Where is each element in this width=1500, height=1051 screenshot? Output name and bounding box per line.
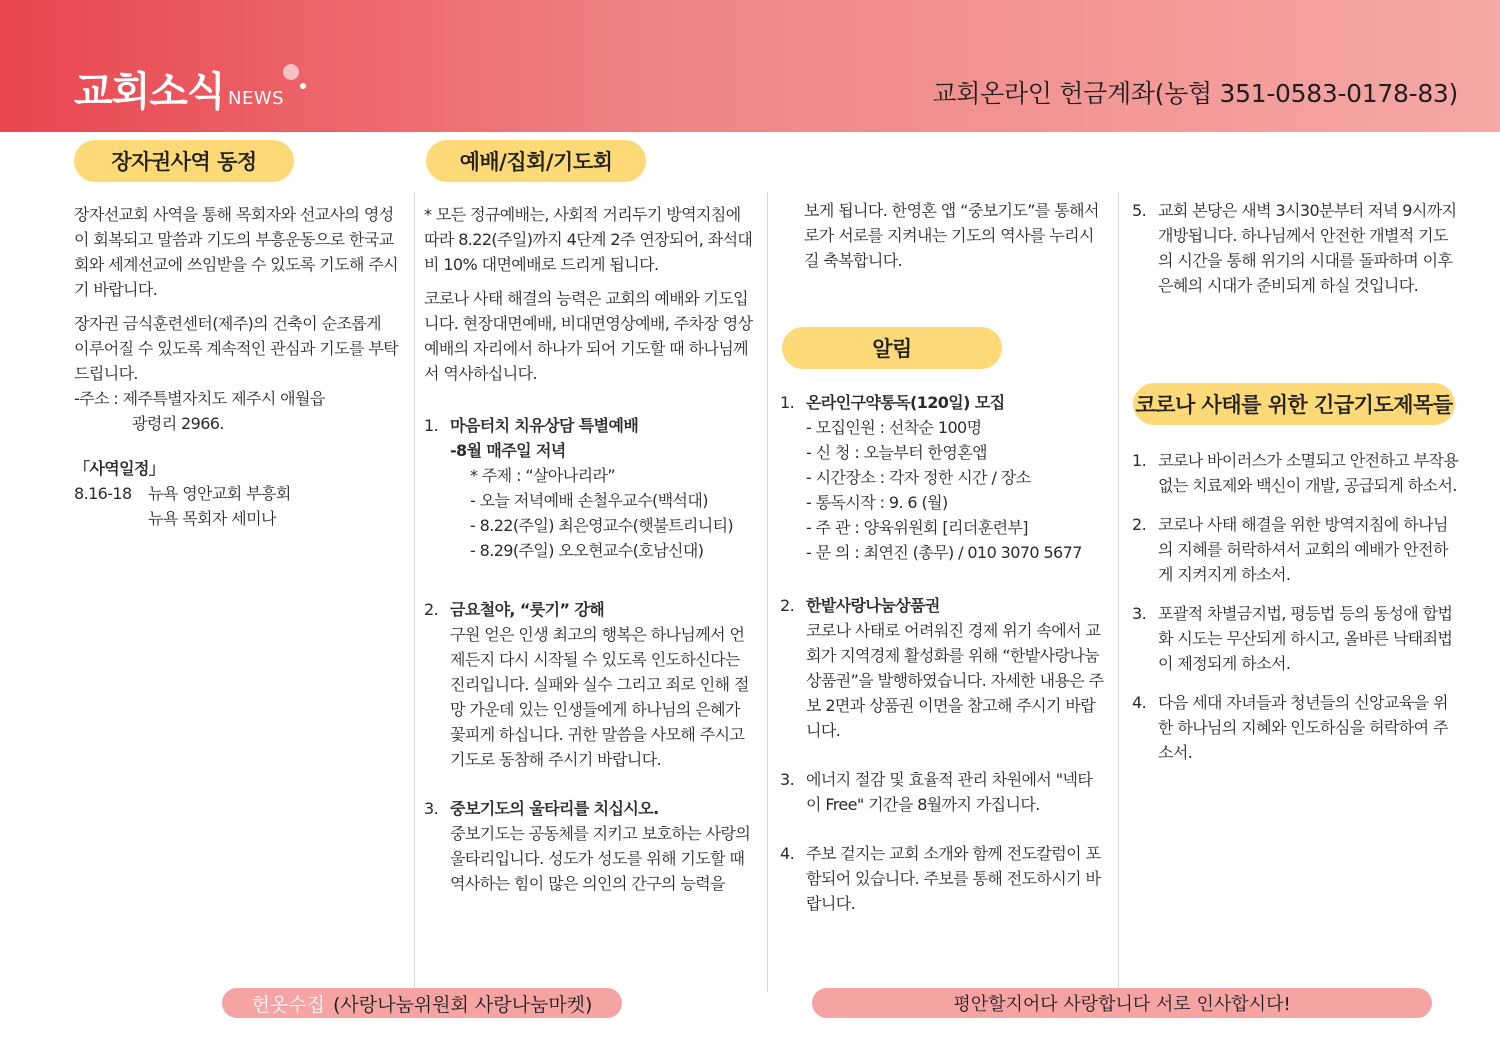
list-item [780, 390, 1106, 565]
item-title: 금요철야, “룻기” 강해 [450, 600, 605, 619]
item-body: 교회 본당은 새벽 3시30분부터 저녁 9시까지 개방됩니다. 하나님께서 안전한 개별적 기도의 시간을 통해 위기의 시대를 돌파하며 이후 은혜의 시대가 준비되게 하실 것입니다. [1158, 201, 1457, 295]
item-body: 중보기도는 공동체를 지키고 보호하는 사랑의 울타리입니다. 성도가 성도를 위해 기도할 때 역사하는 힘이 많은 의인의 간구의 능력을 [450, 824, 751, 893]
item-number: 2. [1132, 515, 1147, 534]
heading-worship: 예배/집회/기도회 [426, 140, 646, 182]
item-number: 4. [780, 844, 795, 863]
item-number: 3. [1132, 604, 1147, 623]
address-line: 광령리 2966. [132, 414, 224, 433]
item-body: 코로나 바이러스가 소멸되고 안전하고 부작용 없는 치료제와 백신이 개발, 공급되게 하소서. [1158, 451, 1459, 495]
paragraph: * 모든 정규예배는, 사회적 거리두기 방역지침에 따라 8.22(주일)까지 4단계 2주 연장되어, 좌석대비 10% 대면예배로 드리게 됩니다. [424, 205, 753, 274]
list-item [780, 593, 1106, 743]
column-divider [1118, 192, 1119, 992]
column-divider [414, 192, 415, 992]
list-item [1132, 448, 1460, 498]
item-line: - 8.29(주일) 오오현교수(호남신대) [470, 541, 704, 560]
list-item [424, 597, 754, 772]
item-title: 한밭사랑나눔상품권 [806, 596, 940, 615]
item-line: - 8.22(주일) 최은영교수(햇불트리니티) [470, 516, 734, 535]
footer-highlight: 헌옷수집 [251, 993, 325, 1016]
page-title: 교회소식 [74, 69, 225, 115]
decor-dot-small-icon [300, 83, 306, 89]
column-4-prayer [1132, 448, 1460, 765]
item-number: 1. [780, 393, 795, 412]
item-body: 구원 얻은 인생 최고의 행복은 하나님께서 언제든지 다시 시작될 수 있도록 인도하신다는 진리입니다. 실패와 실수 그리고 죄로 인해 절망 가운데 있는 인생들에게 하나님의 은혜가 꽃피게 하십니다. 귀한 말씀을 사모해 주시고 기도로 동참해 주시기 바랍니다. [450, 625, 749, 769]
item-number: 3. [780, 770, 795, 789]
column-divider [767, 192, 768, 992]
item-body: 포괄적 차별금지법, 평등법 등의 동성애 합법화 시도는 무산되게 하시고, 올바른 낙태죄법이 제정되게 하소서. [1158, 604, 1453, 673]
heading-jangjagwon: 장자권사역 동정 [74, 140, 294, 182]
paragraph: 장자권 금식훈련센터(제주)의 건축이 순조롭게 이루어질 수 있도록 계속적인 관심과 기도를 부탁드립니다. [74, 314, 399, 383]
column-3-notices [780, 390, 1106, 916]
item-title: 온라인구약통독(120일) 모집 [806, 393, 1005, 412]
list-item [1132, 198, 1460, 298]
item-line: - 신 청 : 오늘부터 한영혼앱 [806, 443, 987, 462]
schedule-row [74, 481, 400, 531]
list-item [1132, 601, 1460, 676]
heading-prayer: 코로나 사태를 위한 긴급기도제목들 [1133, 383, 1455, 425]
footer-greeting: 평안할지어다 사랑합니다 서로 인사합시다! [812, 988, 1432, 1018]
column-2 [424, 202, 754, 896]
item-line: - 문 의 : 최연진 (총무) / 010 3070 5677 [806, 543, 1082, 562]
item-title: 중보기도의 울타리를 치십시오. [450, 799, 659, 818]
footer-clothes-collection [222, 988, 622, 1018]
paragraph: 장자선교회 사역을 통해 목회자와 선교사의 영성이 회복되고 말씀과 기도의 부흥운동으로 한국교회와 세계선교에 쓰임받을 수 있도록 기도해 주시기 바랍니다. [74, 205, 399, 299]
offering-account: 교회온라인 헌금계좌(농협 351-0583-0178-83) [932, 79, 1458, 108]
address-line: -주소 : 제주특별자치도 제주시 애월읍 [74, 389, 325, 408]
column-1 [74, 202, 400, 531]
item-line: - 통독시작 : 9. 6 (월) [806, 493, 948, 512]
item-body: 에너지 절감 및 효율적 관리 차원에서 "넥타이 Free" 기간을 8월까지 가집니다. [806, 770, 1093, 814]
item-number: 1. [1132, 451, 1147, 470]
list-item [1132, 512, 1460, 587]
schedule-title: 「사역일정」 [74, 459, 165, 478]
list-item [780, 767, 1106, 817]
item-body: 코로나 사태 해결을 위한 방역지침에 하나님의 지혜를 허락하셔서 교회의 예배가 안전하게 지켜지게 하소서. [1158, 515, 1448, 584]
column-4 [1132, 198, 1460, 298]
item-number: 1. [424, 416, 439, 435]
list-item [424, 796, 754, 896]
list-item [780, 841, 1106, 916]
item-number: 3. [424, 799, 439, 818]
schedule-date: 8.16-18 [74, 484, 132, 503]
schedule-item: 뉴욕 영안교회 부흥회 [148, 484, 291, 503]
list-item [1132, 690, 1460, 765]
item-number: 5. [1132, 201, 1147, 220]
column-3 [780, 198, 1106, 273]
paragraph: 코로나 사태 해결의 능력은 교회의 예배와 기도입니다. 현장대면예배, 비대면영상예배, 주차장 영상예배의 자리에서 하나가 되어 기도할 때 하나님께서 역사하십니다. [424, 289, 753, 383]
schedule-item: 뉴욕 목회자 세미나 [148, 509, 276, 528]
item-body: 코로나 사태로 어려워진 경제 위기 속에서 교회가 지역경제 활성화를 위해 “한밭사랑나눔상품권”을 발행하였습니다. 자세한 내용은 주보 2면과 상품권 이면을 참고해 주시기 바랍니다. [806, 621, 1104, 740]
item-body: 주보 겉지는 교회 소개와 함께 전도칼럼이 포함되어 있습니다. 주보를 통해 전도하시기 바랍니다. [806, 844, 1101, 913]
footer-text: (사랑나눔위원회 사랑나눔마켓) [332, 993, 593, 1016]
list-item [424, 413, 754, 563]
item-number: 2. [780, 596, 795, 615]
item-number: 2. [424, 600, 439, 619]
item-line: - 모집인원 : 선착순 100명 [806, 418, 982, 437]
item-title: 마음터치 치유상담 특별예배 [450, 416, 639, 435]
paragraph: 보게 됩니다. 한영혼 앱 “중보기도”를 통해서로가 서로를 지켜내는 기도의 역사를 누리시길 축복합니다. [804, 201, 1099, 270]
heading-notices: 알림 [782, 327, 1002, 369]
item-line: * 주제 : “살아나리라” [470, 466, 616, 485]
item-line: - 주 관 : 양육위원회 [리더훈련부] [806, 518, 1028, 537]
item-line: - 시간장소 : 각자 정한 시간 / 장소 [806, 468, 1031, 487]
item-subtitle: -8월 매주일 저녁 [450, 441, 566, 460]
header-banner [0, 0, 1500, 132]
decor-dot-icon [283, 64, 299, 80]
item-line: - 오늘 저녁예배 손철우교수(백석대) [470, 491, 708, 510]
item-body: 다음 세대 자녀들과 청년들의 신앙교육을 위한 하나님의 지혜와 인도하심을 허락하여 주소서. [1158, 693, 1448, 762]
page-subtitle: NEWS [228, 88, 285, 109]
item-number: 4. [1132, 693, 1147, 712]
